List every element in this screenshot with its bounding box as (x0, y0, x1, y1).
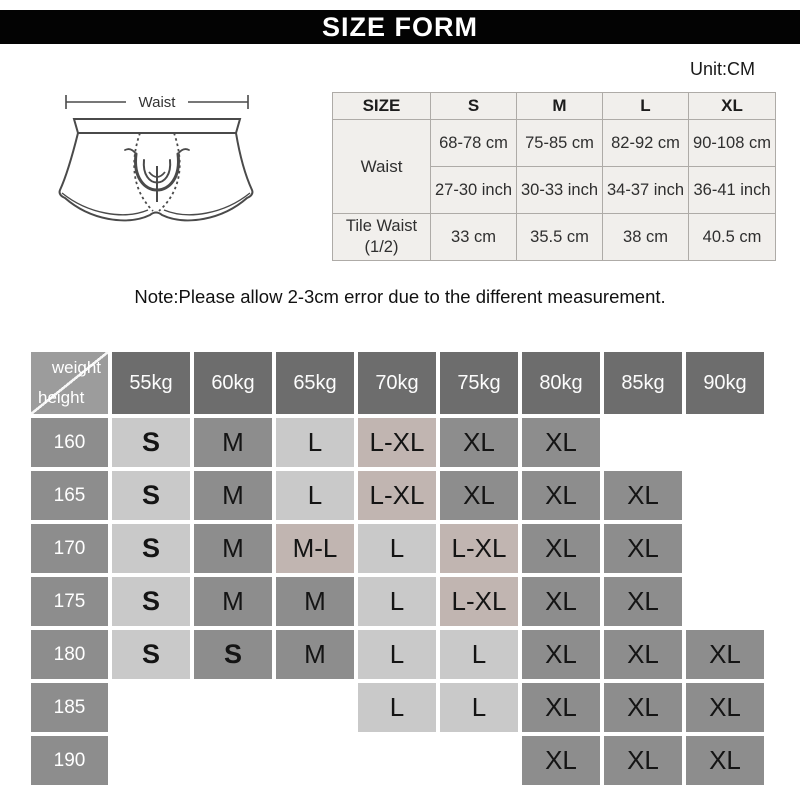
matrix-cell (686, 471, 764, 520)
waist-cm-value: 68-78 cm (431, 120, 517, 167)
matrix-cell: L (440, 630, 518, 679)
waist-cm-row (333, 120, 776, 167)
matrix-cell: L-XL (358, 418, 436, 467)
matrix-cell: XL (522, 577, 600, 626)
matrix-cell (686, 524, 764, 573)
matrix-cell (276, 683, 354, 732)
matrix-cell: L (358, 630, 436, 679)
tile-waist-value: 35.5 cm (517, 214, 603, 261)
matrix-row-header: 180 (31, 630, 108, 679)
matrix-cell: L (276, 418, 354, 467)
matrix-cell: XL (686, 630, 764, 679)
right-hem-line (164, 193, 250, 215)
left-hem-line (62, 193, 148, 215)
matrix-weight-header: 75kg (440, 352, 518, 414)
matrix-cell: XL (686, 736, 764, 785)
size-matrix (31, 352, 764, 785)
matrix-cell: L (440, 683, 518, 732)
tile-waist-value: 38 cm (603, 214, 689, 261)
tile-waist-label (333, 214, 431, 261)
matrix-cell: M (194, 524, 272, 573)
matrix-cell: M (276, 577, 354, 626)
size-table-header: S (431, 93, 517, 120)
matrix-cell: M (194, 577, 272, 626)
tile-waist-row (333, 214, 776, 261)
matrix-cell: S (112, 418, 190, 467)
waist-cm-value: 90-108 cm (689, 120, 776, 167)
corner-weight-label: weight (51, 358, 101, 377)
matrix-cell: XL (522, 418, 600, 467)
matrix-cell: XL (522, 736, 600, 785)
matrix-cell: S (112, 630, 190, 679)
tile-waist-label-line1: Tile Waist (345, 217, 418, 236)
size-table-header: M (517, 93, 603, 120)
matrix-cell: XL (604, 683, 682, 732)
matrix-weight-header: 55kg (112, 352, 190, 414)
matrix-weight-header: 70kg (358, 352, 436, 414)
matrix-cell: M (276, 630, 354, 679)
tile-waist-label-line2: (1/2) (364, 238, 399, 256)
matrix-weight-header: 90kg (686, 352, 764, 414)
matrix-cell (276, 736, 354, 785)
matrix-cell: XL (440, 418, 518, 467)
waist-label: Waist (138, 94, 176, 111)
matrix-row-header: 160 (31, 418, 108, 467)
boxer-shorts-illustration (52, 62, 262, 247)
matrix-cell: XL (686, 683, 764, 732)
size-table-header: XL (689, 93, 776, 120)
matrix-cell: S (112, 577, 190, 626)
matrix-cell: L (276, 471, 354, 520)
waist-cm-value: 82-92 cm (603, 120, 689, 167)
size-table-header: L (603, 93, 689, 120)
tile-waist-value: 40.5 cm (689, 214, 776, 261)
measurement-note: Note:Please allow 2-3cm error due to the different measurement. (134, 286, 666, 307)
waist-inch-value: 30-33 inch (517, 167, 603, 214)
waist-inch-value: 36-41 inch (689, 167, 776, 214)
matrix-cell: XL (522, 471, 600, 520)
unit-label: Unit:CM (689, 59, 755, 79)
waistband (74, 119, 240, 133)
matrix-cell (604, 418, 682, 467)
matrix-cell: XL (604, 577, 682, 626)
matrix-cell (358, 736, 436, 785)
matrix-weight-header: 85kg (604, 352, 682, 414)
matrix-weight-header: 80kg (522, 352, 600, 414)
matrix-weight-header: 65kg (276, 352, 354, 414)
matrix-cell (440, 736, 518, 785)
matrix-cell: XL (440, 471, 518, 520)
pouch-detail (125, 149, 189, 202)
size-table-header-row (333, 93, 776, 120)
waist-row-label: Waist (333, 120, 431, 214)
matrix-cell: S (194, 630, 272, 679)
matrix-cell (686, 418, 764, 467)
matrix-cell: XL (604, 630, 682, 679)
page-title: SIZE FORM (322, 11, 478, 42)
matrix-cell: XL (604, 524, 682, 573)
size-table-header: SIZE (333, 93, 431, 120)
matrix-cell: M (194, 418, 272, 467)
waist-measure-line (66, 94, 248, 111)
matrix-cell: XL (522, 683, 600, 732)
matrix-cell (112, 736, 190, 785)
waist-inch-value: 34-37 inch (603, 167, 689, 214)
matrix-cell: L-XL (440, 524, 518, 573)
waist-inch-value: 27-30 inch (431, 167, 517, 214)
matrix-cell: M (194, 471, 272, 520)
matrix-cell (194, 736, 272, 785)
title-banner (0, 10, 800, 44)
waist-cm-value: 75-85 cm (517, 120, 603, 167)
tile-waist-value: 33 cm (431, 214, 517, 261)
matrix-weight-header: 60kg (194, 352, 272, 414)
matrix-cell: XL (604, 736, 682, 785)
matrix-cell: XL (604, 471, 682, 520)
matrix-cell: XL (522, 630, 600, 679)
waist-size-table (332, 92, 776, 261)
matrix-cell: L (358, 577, 436, 626)
matrix-cell: L (358, 683, 436, 732)
corner-height-label: height (38, 388, 85, 407)
matrix-row-header: 165 (31, 471, 108, 520)
matrix-row-header: 170 (31, 524, 108, 573)
matrix-cell (194, 683, 272, 732)
matrix-cell (112, 683, 190, 732)
matrix-cell (686, 577, 764, 626)
matrix-cell: S (112, 524, 190, 573)
matrix-row-header: 190 (31, 736, 108, 785)
matrix-cell: XL (522, 524, 600, 573)
matrix-cell: L-XL (440, 577, 518, 626)
matrix-cell: S (112, 471, 190, 520)
matrix-cell: L (358, 524, 436, 573)
matrix-cell: M-L (276, 524, 354, 573)
matrix-row-header: 185 (31, 683, 108, 732)
matrix-corner-cell (31, 352, 108, 414)
matrix-cell: L-XL (358, 471, 436, 520)
matrix-row-header: 175 (31, 577, 108, 626)
